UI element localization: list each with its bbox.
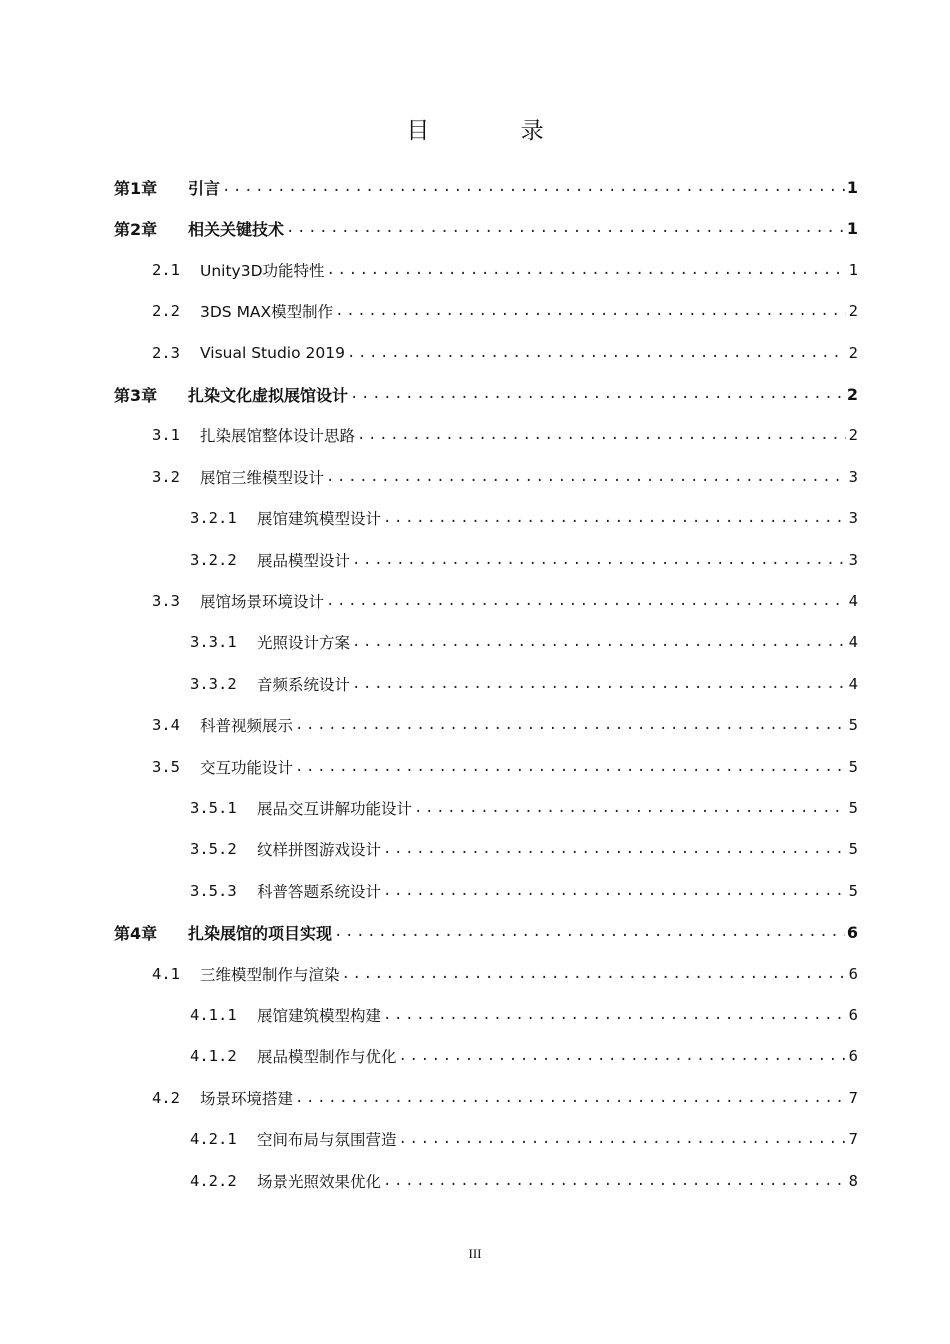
toc-entry[interactable] xyxy=(190,793,858,823)
toc-dot-leader xyxy=(383,510,846,526)
toc-entry-title: 相关关键技术 xyxy=(188,219,285,239)
toc-dot-leader xyxy=(295,717,846,733)
toc-entry-number: 3.1 xyxy=(152,426,180,444)
toc-entry[interactable] xyxy=(114,172,858,202)
toc-entry-number: 3.2.2 xyxy=(190,551,237,569)
toc-entry-number: 第3章 xyxy=(114,385,158,405)
toc-dot-leader xyxy=(295,759,846,775)
toc-entry[interactable] xyxy=(152,1083,858,1113)
toc-entry-number: 3.3.2 xyxy=(190,675,237,693)
toc-entry-page: 5 xyxy=(848,758,858,776)
toc-entry-page: 2 xyxy=(846,384,858,404)
toc-entry-page: 5 xyxy=(848,882,858,900)
toc-dot-leader xyxy=(352,552,846,568)
toc-entry-title: 扎染展馆整体设计思路 xyxy=(200,427,356,445)
toc-dot-leader xyxy=(326,469,846,485)
toc-entry-page: 2 xyxy=(848,302,858,320)
toc-entry[interactable] xyxy=(152,586,858,616)
toc-entry-page: 6 xyxy=(848,1006,858,1024)
toc-entry-title: 三维模型制作与渲染 xyxy=(200,966,340,984)
toc-entry-page: 7 xyxy=(848,1089,858,1107)
toc-dot-leader xyxy=(414,800,846,816)
toc-entry[interactable] xyxy=(190,627,858,657)
toc-entry[interactable] xyxy=(152,338,858,368)
toc-entry-title: Visual Studio 2019 xyxy=(200,344,345,362)
toc-entry[interactable] xyxy=(190,545,858,575)
toc-entry[interactable] xyxy=(190,876,858,906)
toc-dot-leader xyxy=(222,179,845,195)
toc-entry-page: 6 xyxy=(848,1047,858,1065)
toc-dot-leader xyxy=(334,924,845,940)
toc-entry[interactable] xyxy=(152,462,858,492)
toc-entry-page: 6 xyxy=(848,965,858,983)
toc-entry-number: 3.5.1 xyxy=(190,799,237,817)
toc-entry-page: 3 xyxy=(848,551,858,569)
toc-entry-title: 纹样拼图游戏设计 xyxy=(257,841,382,859)
toc-entry[interactable] xyxy=(190,1041,858,1071)
toc-entry-number: 第1章 xyxy=(114,178,158,198)
toc-entry-page: 3 xyxy=(848,509,858,527)
toc-entry-page: 5 xyxy=(848,716,858,734)
toc-entry-title: 扎染文化虚拟展馆设计 xyxy=(188,385,349,405)
toc-dot-leader xyxy=(327,262,846,278)
toc-dot-leader xyxy=(347,345,846,361)
toc-entry-title: 空间布局与氛围营造 xyxy=(257,1131,397,1149)
toc-entry-page: 1 xyxy=(846,177,858,197)
toc-entry-number: 4.1.2 xyxy=(190,1047,237,1065)
toc-entry-page: 5 xyxy=(848,840,858,858)
toc-entry-page: 6 xyxy=(846,922,858,942)
toc-entry-page: 7 xyxy=(848,1130,858,1148)
toc-dot-leader xyxy=(383,1173,846,1189)
toc-entry-title: 3DS MAX模型制作 xyxy=(200,303,334,321)
toc-entry-page: 4 xyxy=(848,633,858,651)
toc-entry-title: 展品模型设计 xyxy=(257,552,351,570)
toc-entry-title: 场景光照效果优化 xyxy=(257,1173,382,1191)
toc-entry-title: 展品交互讲解功能设计 xyxy=(257,800,413,818)
toc-entry-number: 第4章 xyxy=(114,923,158,943)
toc-entry-number: 3.2.1 xyxy=(190,509,237,527)
toc-entry[interactable] xyxy=(152,420,858,450)
toc-entry-page: 3 xyxy=(848,468,858,486)
toc-entry-title: 科普视频展示 xyxy=(200,717,294,735)
toc-entry-number: 4.1.1 xyxy=(190,1006,237,1024)
toc-entry-title: 交互功能设计 xyxy=(200,759,294,777)
toc-entry-title: 场景环境搭建 xyxy=(200,1090,294,1108)
toc-entry-page: 4 xyxy=(848,675,858,693)
toc-entry-title: 音频系统设计 xyxy=(257,676,351,694)
toc-entry-number: 4.2.1 xyxy=(190,1130,237,1148)
toc-entry-title: 展馆建筑模型设计 xyxy=(257,510,382,528)
toc-entry[interactable] xyxy=(190,503,858,533)
toc-entry-number: 3.5.3 xyxy=(190,882,237,900)
toc-entry-title: 展品模型制作与优化 xyxy=(257,1048,397,1066)
toc-entry[interactable] xyxy=(152,710,858,740)
toc-entry-number: 2.3 xyxy=(152,344,180,362)
toc-entry-page: 2 xyxy=(848,344,858,362)
toc-dot-leader xyxy=(399,1131,846,1147)
toc-dot-leader xyxy=(383,841,846,857)
toc-entry[interactable] xyxy=(114,917,858,947)
toc-entry-title: 展馆三维模型设计 xyxy=(200,469,325,487)
page-title: 目 录 xyxy=(406,118,586,144)
toc-entry[interactable] xyxy=(190,1000,858,1030)
toc-entry[interactable] xyxy=(190,1124,858,1154)
toc-dot-leader xyxy=(350,386,845,402)
toc-dot-leader xyxy=(357,427,846,443)
toc-entry-number: 4.2 xyxy=(152,1089,180,1107)
toc-dot-leader xyxy=(342,966,846,982)
toc-entry[interactable] xyxy=(152,752,858,782)
toc-entry-page: 4 xyxy=(848,592,858,610)
toc-entry-page: 2 xyxy=(848,426,858,444)
toc-entry[interactable] xyxy=(190,1166,858,1196)
toc-dot-leader xyxy=(352,634,846,650)
toc-entry-title: 引言 xyxy=(188,178,221,198)
toc-entry[interactable] xyxy=(114,379,858,409)
toc-entry-number: 3.3 xyxy=(152,592,180,610)
toc-entry-number: 2.1 xyxy=(152,261,180,279)
toc-entry-number: 4.2.2 xyxy=(190,1172,237,1190)
toc-dot-leader xyxy=(383,1007,846,1023)
toc-entry-title: 展馆场景环境设计 xyxy=(200,593,325,611)
toc-entry-number: 4.1 xyxy=(152,965,180,983)
toc-entry-number: 3.4 xyxy=(152,716,180,734)
toc-entry[interactable] xyxy=(114,213,858,243)
toc-entry-page: 1 xyxy=(848,261,858,279)
toc-entry-page: 5 xyxy=(848,799,858,817)
toc-dot-leader xyxy=(352,676,846,692)
toc-entry-title: 展馆建筑模型构建 xyxy=(257,1007,382,1025)
toc-entry-page: 1 xyxy=(846,218,858,238)
toc-entry[interactable] xyxy=(152,296,858,326)
toc-entry-page: 8 xyxy=(848,1172,858,1190)
toc-entry-number: 2.2 xyxy=(152,302,180,320)
toc-entry-title: 扎染展馆的项目实现 xyxy=(188,923,333,943)
toc-entry-number: 3.3.1 xyxy=(190,633,237,651)
toc-entry[interactable] xyxy=(152,255,858,285)
toc-dot-leader xyxy=(286,220,845,236)
toc-dot-leader xyxy=(295,1090,846,1106)
page-number: III xyxy=(468,1246,482,1261)
toc-dot-leader xyxy=(383,883,846,899)
toc-dot-leader xyxy=(335,303,846,319)
toc-entry-number: 3.2 xyxy=(152,468,180,486)
toc-dot-leader xyxy=(326,593,846,609)
toc-entry[interactable] xyxy=(152,959,858,989)
toc-entry[interactable] xyxy=(190,669,858,699)
toc-entry-number: 第2章 xyxy=(114,219,158,239)
toc-entry-number: 3.5 xyxy=(152,758,180,776)
toc-dot-leader xyxy=(399,1048,846,1064)
toc-entry-number: 3.5.2 xyxy=(190,840,237,858)
toc-entry-title: 科普答题系统设计 xyxy=(257,883,382,901)
toc-entry-title: Unity3D功能特性 xyxy=(200,262,325,280)
toc-entry[interactable] xyxy=(190,834,858,864)
toc-entry-title: 光照设计方案 xyxy=(257,634,351,652)
